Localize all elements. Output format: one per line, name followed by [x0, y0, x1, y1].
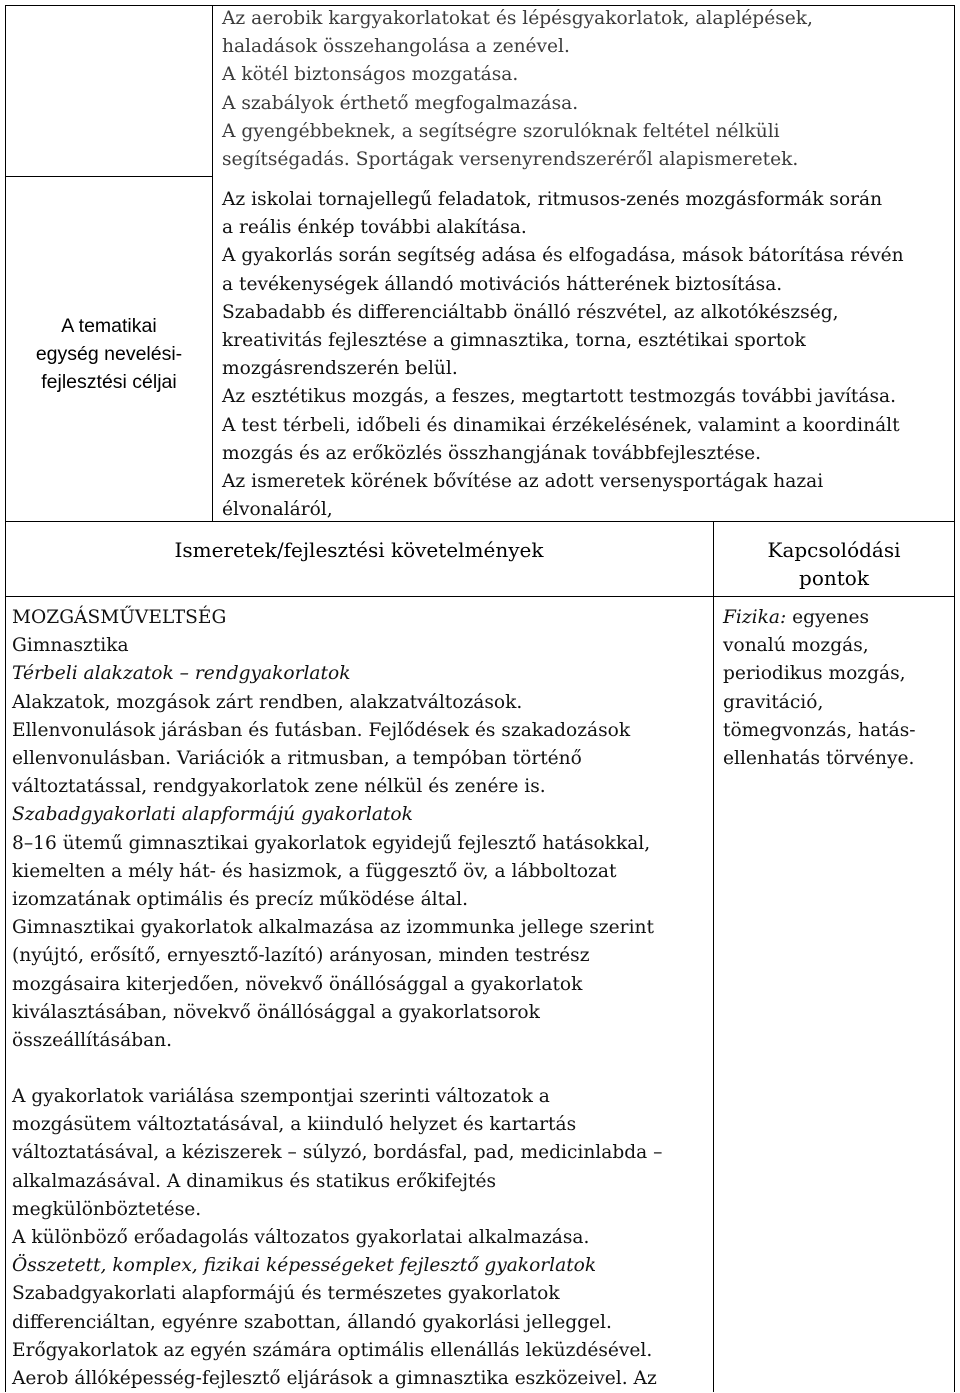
text-line: A test térbeli, időbeli és dinamikai érzékelésének, valamint a koordinált	[222, 414, 900, 436]
goals-label-line: fejlesztési céljai	[41, 371, 177, 393]
text-line: Ellenvonulások járásban és futásban. Fejlődések és szakadozások	[12, 719, 631, 741]
connections-line: tömegvonzás, hatás-	[723, 719, 916, 741]
text-line: A gyakorlatok variálása szempontjai szerinti változatok a	[12, 1086, 550, 1107]
text-line: mozgásrendszerén belül.	[222, 358, 458, 380]
connections-header-line: pontok	[799, 566, 869, 590]
connections-line	[723, 604, 916, 632]
text-line: ellenvonulásban. Variációk a ritmusban, a tempóban történő	[12, 748, 582, 770]
header-row-divider	[5, 596, 955, 597]
text-line: Aerob állóképesség-fejlesztő eljárások a gimnasztika eszközeivel. Az	[12, 1368, 657, 1390]
border-right	[954, 5, 955, 1392]
text-line: izomzatának optimális és precíz működése által.	[12, 889, 469, 911]
text-line: Az ismeretek körének bővítése az adott versenysportágak hazai	[222, 471, 824, 493]
text-line: A különböző erőadagolás változatos gyakorlatai alkalmazása.	[12, 1227, 590, 1249]
goals-label-line: A tematikai	[61, 315, 157, 337]
text-line: összeállításában.	[12, 1030, 173, 1052]
connections-line: gravitáció,	[723, 691, 824, 713]
text-line: Alakzatok, mozgások zárt rendben, alakzatváltozások.	[12, 691, 523, 713]
text-line: Az esztétikus mozgás, a feszes, megtartott testmozgás további javítása.	[222, 386, 896, 408]
text-line: Az aerobik kargyakorlatokat és lépésgyakorlatok, alaplépések,	[222, 8, 813, 29]
subject-label: Fizika:	[723, 607, 787, 628]
text-line: kiemelten a mély hát- és hasizmok, a függesztő öv, a lábboltozat	[12, 860, 617, 882]
subheading-line: Térbeli alakzatok – rendgyakorlatok	[12, 663, 351, 685]
text-line: Az iskolai tornajellegű feladatok, ritmusos-zenés mozgásformák során	[222, 189, 883, 210]
text-line: a reális énkép további alakítása.	[222, 217, 527, 239]
text-line: mozgásütem változtatásával, a kiinduló helyzet és kartartás	[12, 1114, 577, 1136]
text-line: mozgás és az erőközlés összhangjának továbbfejlesztése.	[222, 442, 762, 464]
label-column-divider	[212, 5, 213, 521]
text-line: megkülönböztetése.	[12, 1198, 202, 1220]
goals-text	[222, 186, 904, 524]
text-line: haladások összehangolása a zenével.	[222, 36, 570, 58]
text-line: 8–16 ütemű gimnasztikai gyakorlatok egyidejű fejlesztő hatásokkal,	[12, 832, 651, 854]
text-line: Gimnasztikai gyakorlatok alkalmazása az izommunka jellege szerint	[12, 917, 654, 939]
goals-label-line: egység nevelési-	[35, 343, 183, 365]
connections-line: periodikus mozgás,	[723, 663, 906, 685]
text-line: A gyakorlás során segítség adása és elfogadása, mások bátorítása révén	[222, 245, 904, 267]
text-line: segítségadás. Sportágak versenyrendszeréről alapismeretek.	[222, 149, 799, 171]
text-line: kiválasztásában, növekvő önállósággal a gyakorlatsorok	[12, 1001, 540, 1023]
goals-row-divider-top	[5, 176, 212, 177]
connections-header	[714, 536, 954, 592]
text-line: Szabadabb és differenciáltabb önálló részvétel, az alkotókészség,	[222, 301, 839, 323]
connections-text: egyenes	[786, 607, 870, 628]
text-line: Szabadgyakorlati alapformájú és természetes gyakorlatok	[12, 1283, 560, 1305]
text-line: változtatással, rendgyakorlatok zene nélkül és zenére is.	[12, 776, 546, 798]
text-line: MOZGÁSMŰVELTSÉG	[12, 607, 227, 628]
top-cell-text	[222, 5, 813, 174]
text-line: a tevékenységek állandó motivációs hátterének biztosítása.	[222, 273, 783, 295]
text-line: A gyengébbeknek, a segítségre szorulóknak feltétel nélküli	[222, 120, 780, 142]
subheading-line: Összetett, komplex, fizikai képességeket fejlesztő gyakorlatok	[12, 1255, 597, 1277]
goals-label	[14, 312, 204, 396]
connections-header-line: Kapcsolódási	[767, 538, 901, 562]
text-line: kreativitás fejlesztése a gimnasztika, torna, esztétikai sportok	[222, 330, 806, 352]
text-line: mozgásaira kiterjedően, növekvő önállósággal a gyakorlatok	[12, 973, 583, 995]
connections-content	[723, 604, 916, 773]
requirements-header: Ismeretek/fejlesztési követelmények	[174, 538, 544, 562]
subheading-line: Szabadgyakorlati alapformájú gyakorlatok	[12, 804, 413, 826]
text-line: A szabályok érthető megfogalmazása.	[222, 92, 579, 114]
text-line: Erőgyakorlatok az egyén számára optimális ellenállás leküzdésével.	[12, 1339, 653, 1361]
text-line: (nyújtó, erősítő, ernyesztő-lazító) arányosan, minden testrész	[12, 945, 590, 967]
connections-line: vonalú mozgás,	[723, 635, 869, 657]
text-line: alkalmazásával. A dinamikus és statikus erőkifejtés	[12, 1170, 497, 1192]
border-left	[5, 5, 6, 1392]
text-line: A kötél biztonságos mozgatása.	[222, 64, 519, 86]
text-line: differenciáltan, egyénre szabottan, állandó gyakorlási jelleggel.	[12, 1311, 612, 1333]
requirements-content-2	[12, 1083, 662, 1393]
text-line: Gimnasztika	[12, 635, 129, 657]
text-line: változtatásával, a kéziszerek – súlyzó, bordásfal, pad, medicinlabda –	[12, 1142, 663, 1164]
text-line: élvonaláról,	[222, 499, 333, 521]
connections-line: ellenhatás törvénye.	[723, 748, 915, 770]
connections-column-divider	[713, 521, 714, 1392]
requirements-content	[12, 604, 654, 1055]
